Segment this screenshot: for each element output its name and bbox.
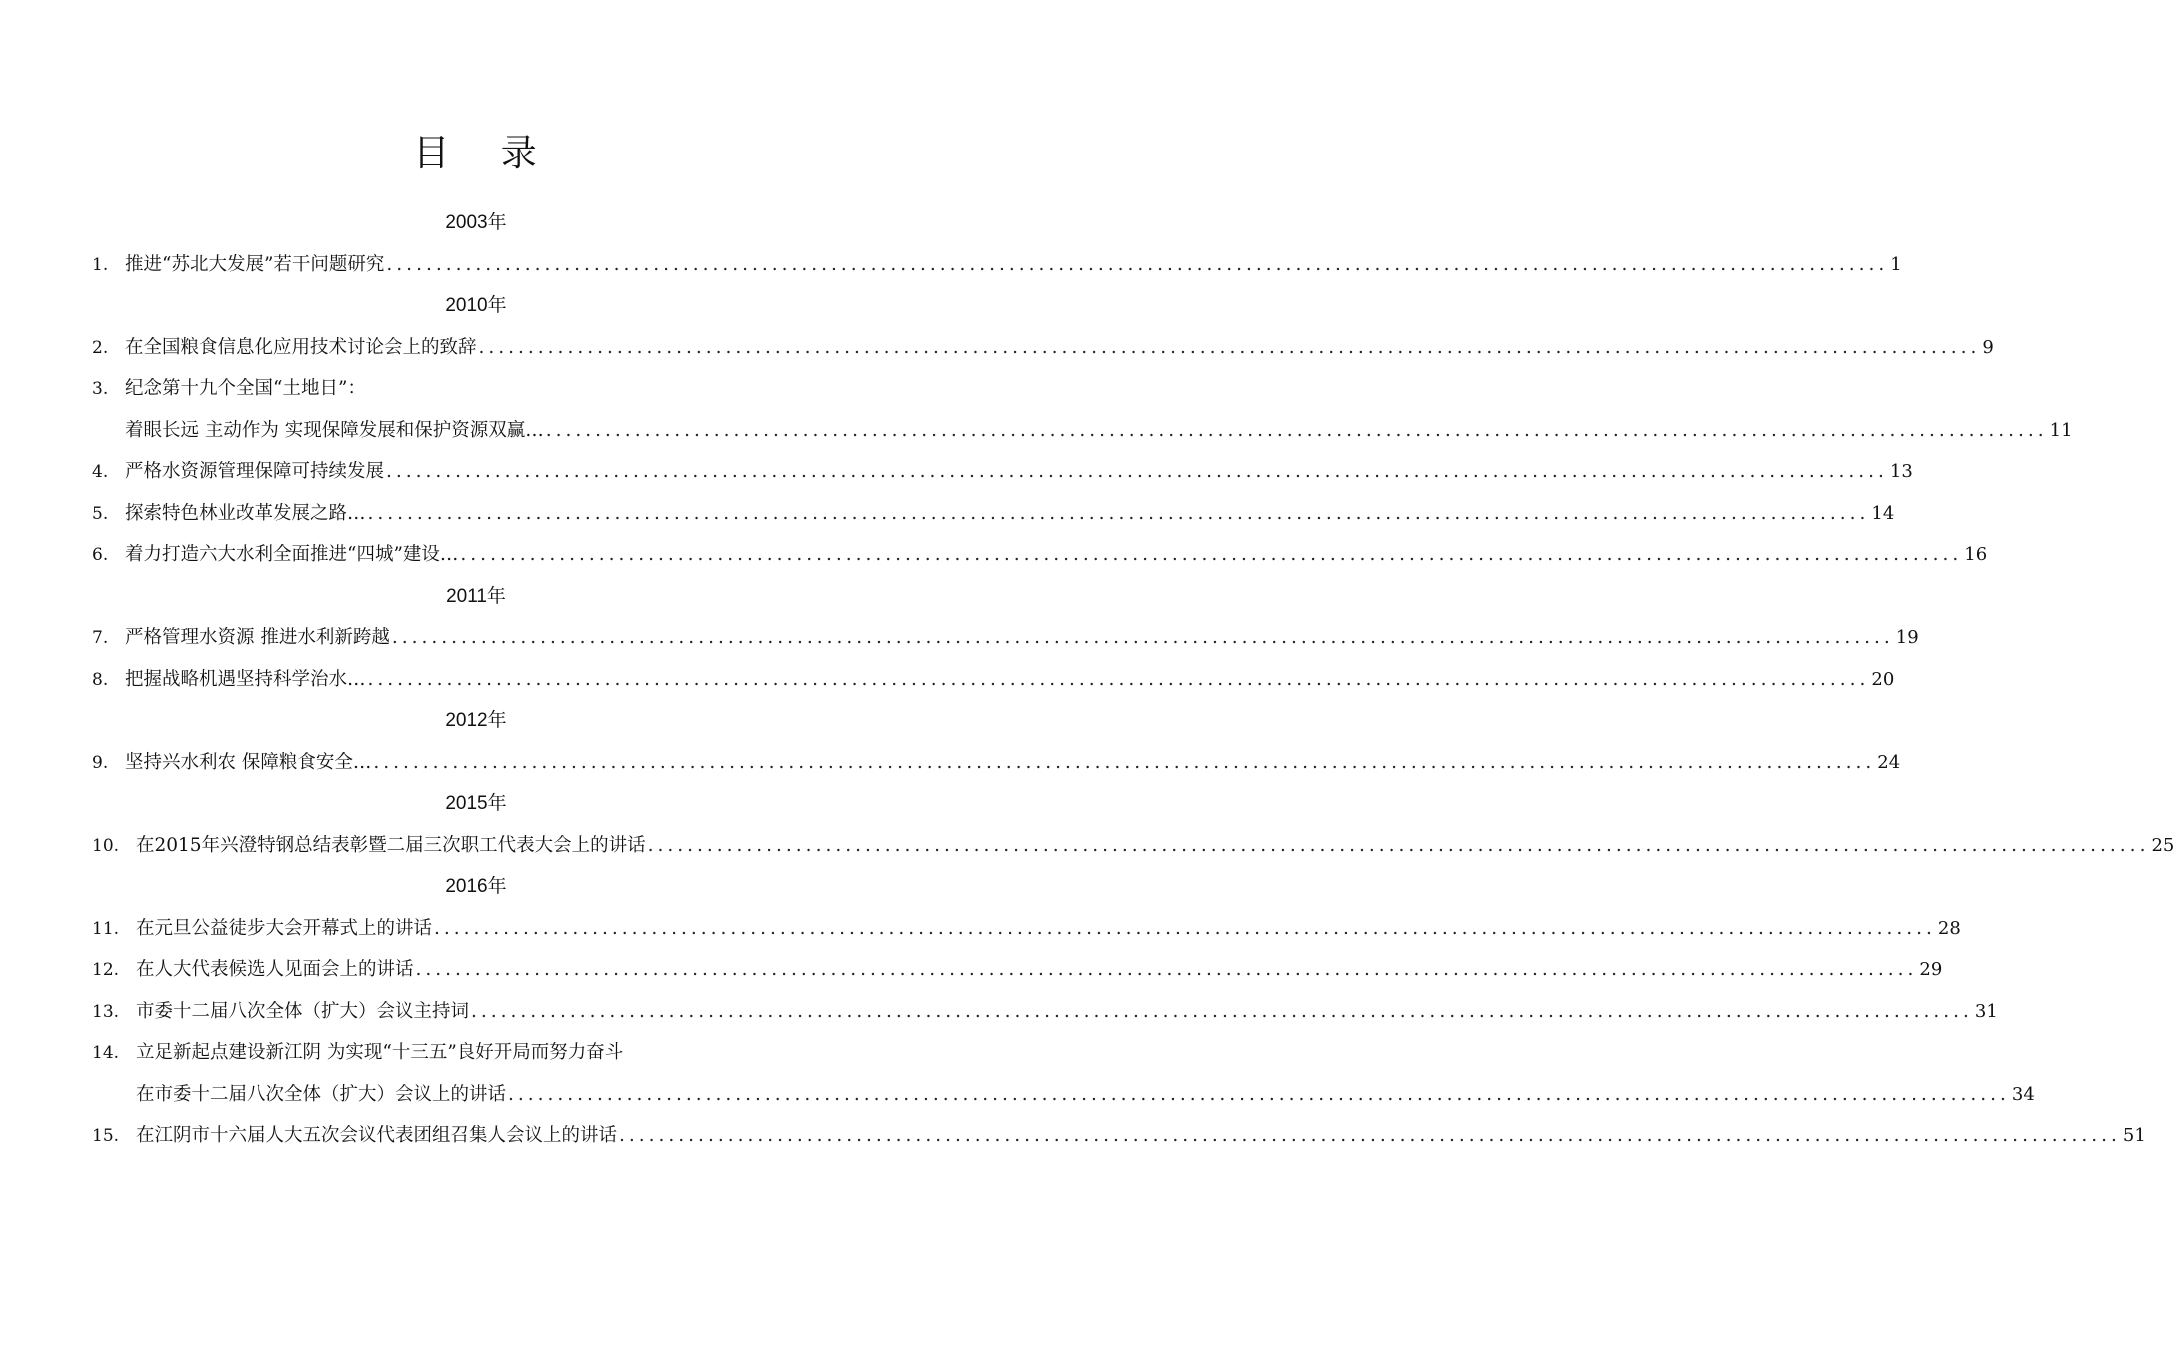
toc-entry[interactable] [92,617,1919,659]
toc-entry[interactable] [92,493,1895,535]
entry-page-number: 25 [2151,834,2174,856]
toc-entry[interactable] [92,908,1961,950]
entry-page-number: 14 [1871,502,1895,524]
entry-number: 1. [92,254,109,275]
entry-title[interactable]: 在2015年兴澄特钢总结表彰暨二届三次职工代表大会上的讲话 [136,834,646,856]
entry-number: 11. [92,918,120,939]
table-of-contents [92,202,2174,1157]
entry-page-number: 1 [1890,253,1902,275]
entry-page-number: 28 [1937,917,1961,939]
dot-leader: ........................................................................................................................................................ [460,544,1963,565]
entry-page-number: 19 [1895,627,1919,648]
dot-leader: ........................................................................................................................................................ [373,751,1876,773]
entry-page-number: 13 [1889,461,1913,482]
entry-page-number: 31 [1974,1000,1998,1022]
entry-page-number: 34 [2011,1083,2035,1105]
entry-number: 15. [92,1126,120,1146]
entry-title[interactable]: 在元旦公益徒步大会开幕式上的讲话 [136,917,433,939]
dot-leader: ........................................................................................................................................................ [508,1083,2010,1105]
entry-page-number: 9 [1982,336,1994,358]
dot-leader: ........................................................................................................................................................ [386,253,1889,275]
entry-title[interactable]: 在市委十二届八次全体（扩大）会议上的讲话 [136,1083,507,1105]
dot-leader: ........................................................................................................................................................ [391,627,1894,648]
entry-title[interactable]: 纪念第十九个全国“土地日”： [125,378,366,399]
entry-title[interactable]: 严格管理水资源 推进水利新跨越 [125,627,390,648]
entry-number: 12. [92,960,120,980]
dot-leader: ........................................................................................................................................................ [478,336,1981,358]
dot-leader: ........................................................................................................................................................ [619,1125,2121,1146]
toc-entry[interactable] [92,1032,860,1074]
entry-title[interactable]: 把握战略机遇坚持科学治水… [125,668,366,690]
entry-number: 7. [92,628,109,648]
entry-title[interactable]: 探索特色林业改革发展之路… [125,502,366,524]
toc-entry[interactable] [92,451,1913,493]
entry-number: 5. [92,503,109,524]
entry-number: 2. [92,337,109,358]
dot-leader: ........................................................................................................................................................ [415,959,1918,980]
toc-entry[interactable] [92,1115,2146,1157]
dot-leader: ........................................................................................................................................................ [545,419,2048,441]
entry-title[interactable]: 坚持兴水利农 保障粮食安全… [125,751,372,773]
entry-page-number: 20 [1871,668,1895,690]
entry-number: 14. [92,1043,120,1063]
dot-leader: ........................................................................................................................................................ [434,917,1936,939]
toc-entry[interactable] [92,1074,2035,1116]
dot-leader: ........................................................................................................................................................ [386,461,1888,482]
toc-entry[interactable] [92,825,2174,867]
entry-page-number: 29 [1919,959,1943,980]
entry-number: 6. [92,545,109,565]
entry-title[interactable]: 着眼长远 主动作为 实现保障发展和保护资源双赢… [125,419,544,441]
year-heading: 2011年 [446,585,506,607]
toc-entry[interactable] [92,949,1943,991]
entry-page-number: 24 [1877,751,1901,773]
entry-number: 4. [92,462,109,482]
year-heading: 2016年 [445,876,507,897]
entry-title[interactable]: 着力打造六大水利全面推进“四城”建设… [125,544,459,565]
entry-page-number: 16 [1964,544,1988,565]
year-heading: 2010年 [445,295,507,316]
entry-number: 3. [92,379,109,399]
toc-entry[interactable] [92,534,1988,576]
year-heading: 2012年 [445,710,507,731]
entry-page-number: 11 [2049,419,2073,441]
toc-entry[interactable] [92,742,1901,784]
entry-number: 8. [92,669,109,690]
dot-leader: ........................................................................................................................................................ [471,1000,1973,1022]
dot-leader: ........................................................................................................................................................ [367,502,1870,524]
entry-title[interactable]: 严格水资源管理保障可持续发展 [125,461,385,482]
entry-title[interactable]: 推进“苏北大发展”若干问题研究 [125,253,385,275]
entry-number: 13. [92,1001,120,1022]
toc-entry[interactable] [92,368,860,410]
entry-title[interactable]: 市委十二届八次全体（扩大）会议主持词 [136,1000,470,1022]
toc-entry[interactable] [92,659,1895,701]
year-heading: 2015年 [445,793,507,814]
entry-page-number: 51 [2122,1125,2146,1146]
toc-entry[interactable] [92,410,2073,452]
entry-title[interactable]: 立足新起点建设新江阴 为实现“十三五”良好开局而努力奋斗 [136,1042,624,1063]
entry-number: 10. [92,835,120,856]
toc-entry[interactable] [92,991,1998,1033]
dot-leader: ........................................................................................................................................................ [647,834,2150,856]
year-heading: 2003年 [445,212,507,233]
entry-title[interactable]: 在江阴市十六届人大五次会议代表团组召集人会议上的讲话 [136,1125,618,1146]
toc-entry[interactable] [92,244,1902,286]
page-title: 目 录 [413,133,557,174]
toc-entry[interactable] [92,327,1994,369]
entry-title[interactable]: 在全国粮食信息化应用技术讨论会上的致辞 [125,336,477,358]
entry-title[interactable]: 在人大代表候选人见面会上的讲话 [136,959,414,980]
entry-number: 9. [92,752,109,773]
dot-leader: ........................................................................................................................................................ [367,668,1870,690]
